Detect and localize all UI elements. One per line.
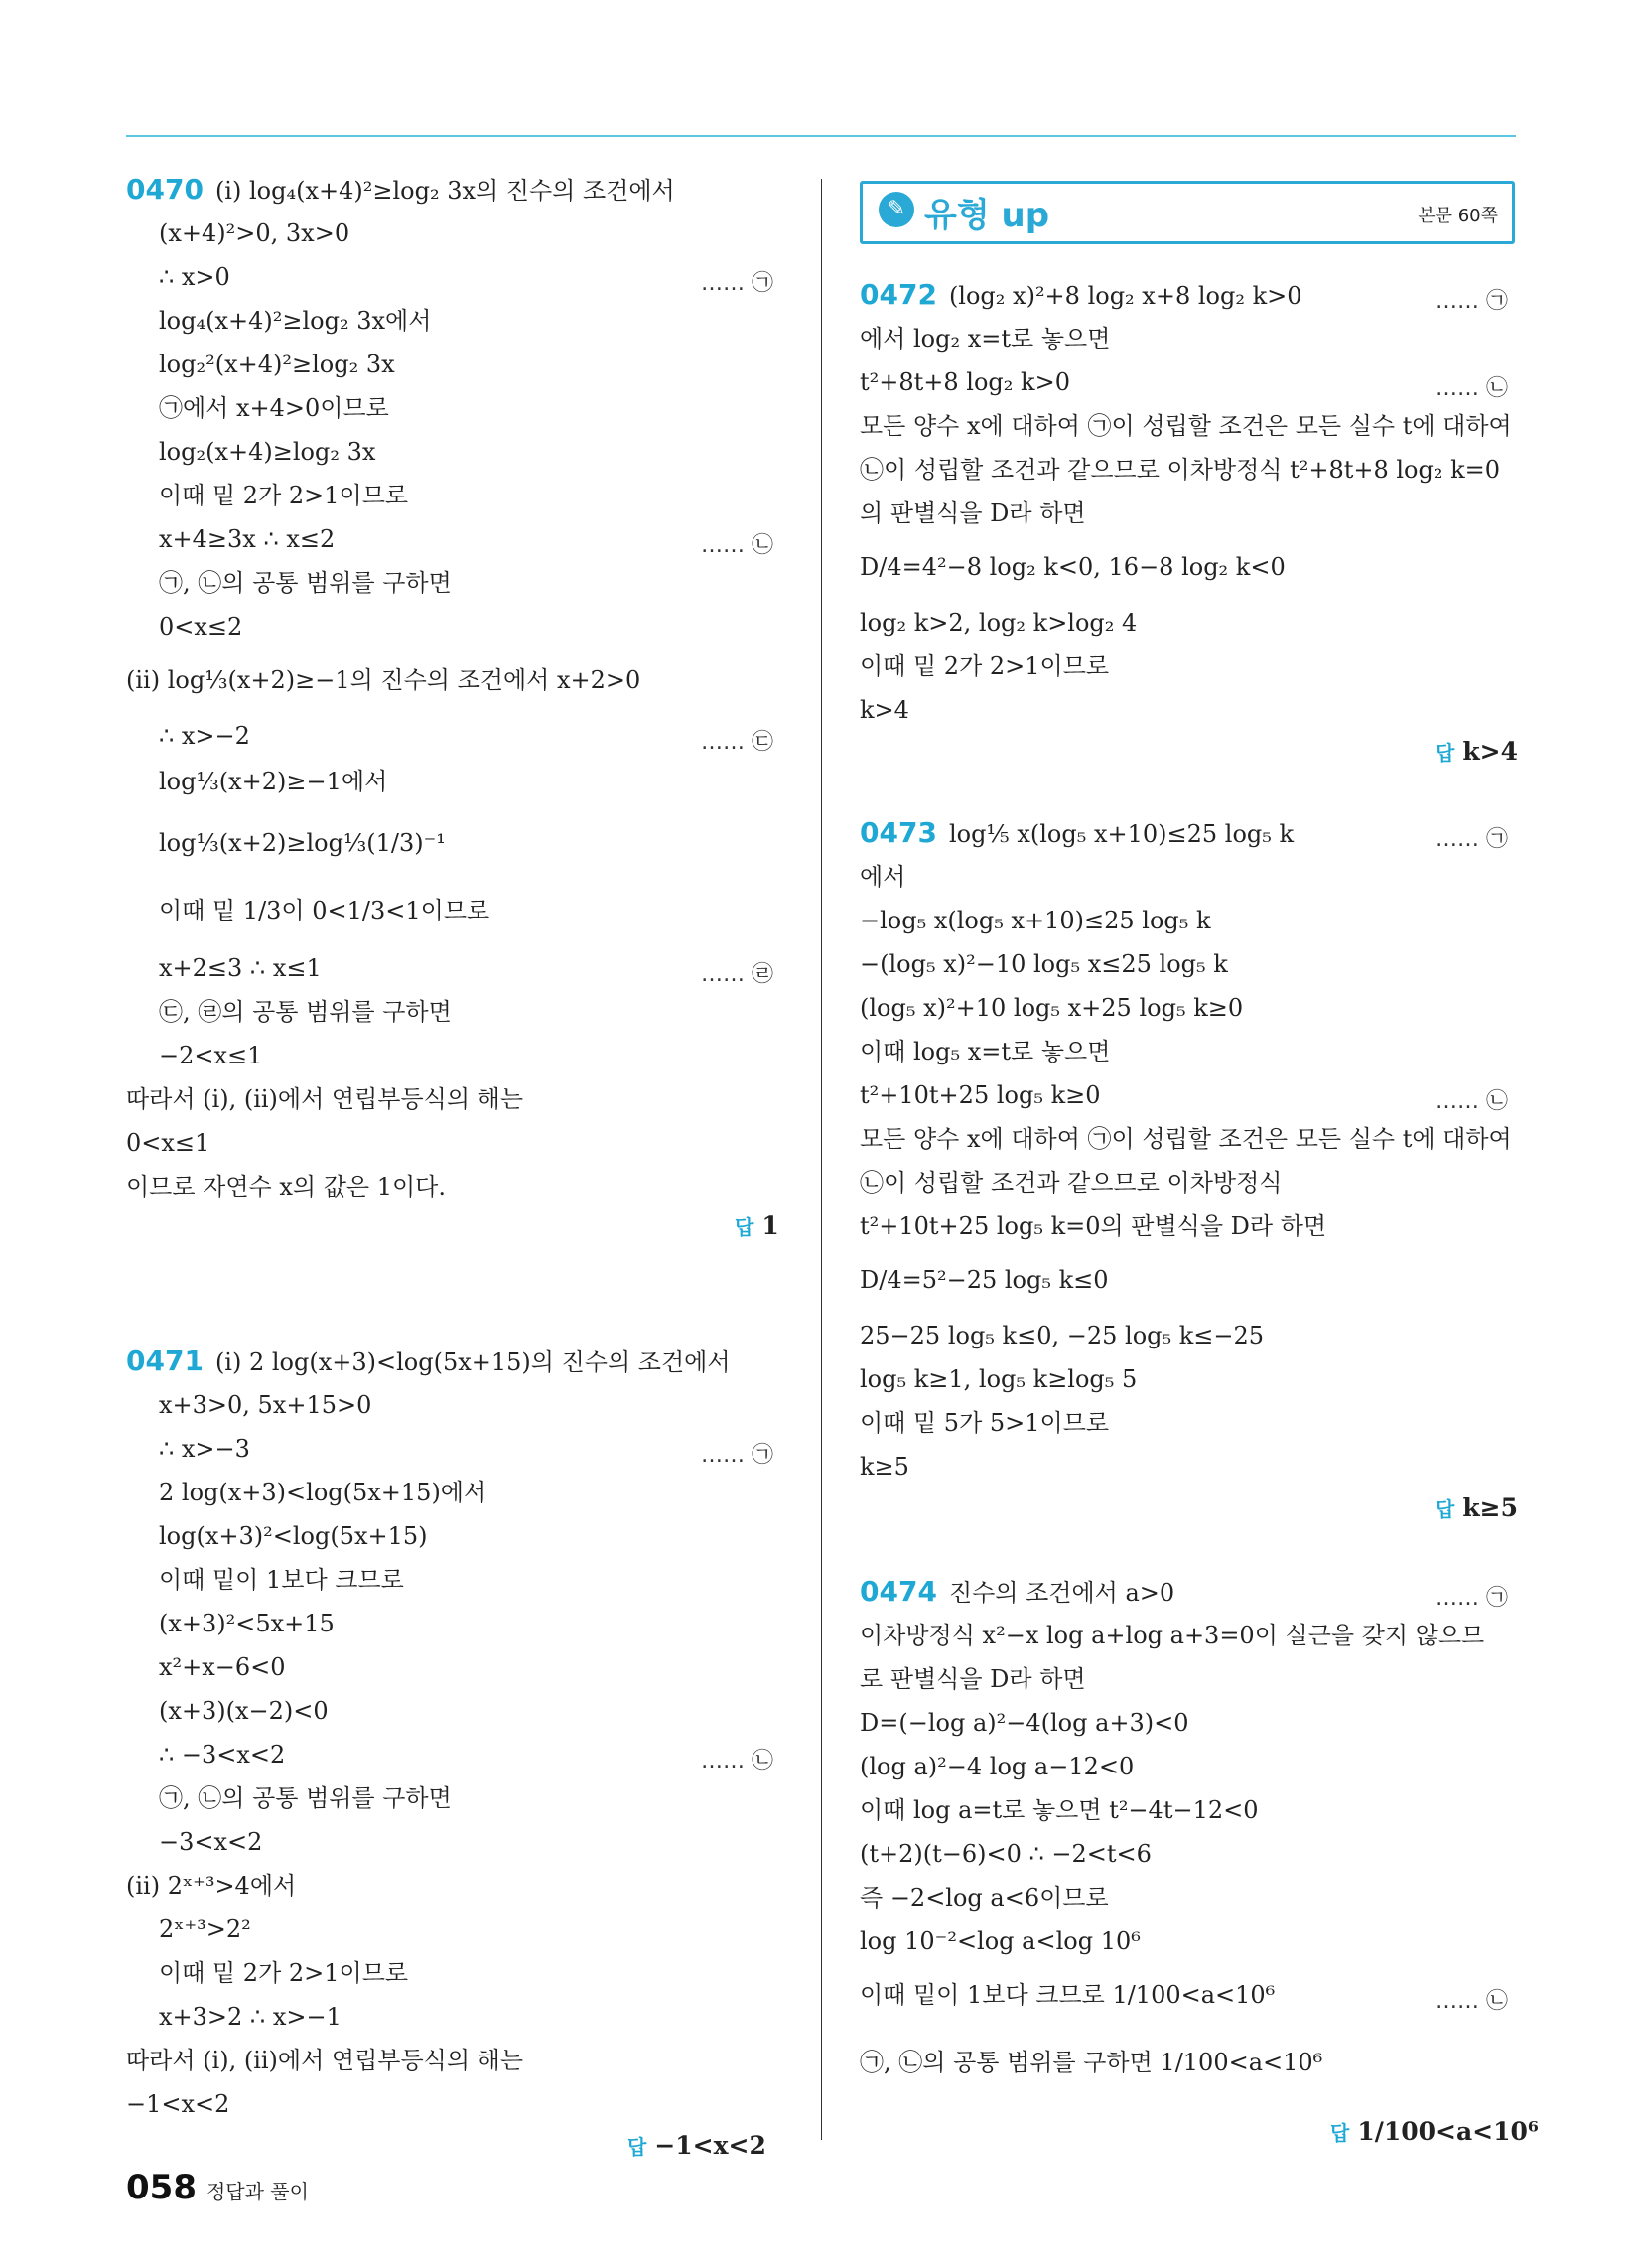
answer-0471: 답 −1<x<2 [627, 2131, 766, 2160]
line: ∴ −3<x<2 [159, 1741, 286, 1769]
line: 따라서 (i), (ii)에서 연립부등식의 해는 [126, 2047, 524, 2074]
line: D/4=5²−25 log₅ k≤0 [860, 1266, 1109, 1294]
section-title: 유형 up [924, 196, 1050, 235]
line: 0<x≤1 [126, 1129, 210, 1157]
line: log⅓(x+2)≥−1에서 [159, 768, 388, 795]
line: −log₅ x(log₅ x+10)≤25 log₅ k [860, 907, 1211, 934]
line: 이때 log a=t로 놓으면 t²−4t−12<0 [860, 1796, 1259, 1824]
line: D=(−log a)²−4(log a+3)<0 [860, 1709, 1189, 1737]
line: 이때 밑 2가 2>1이므로 [159, 1959, 409, 1987]
pencil-icon: ✎ [879, 192, 914, 227]
line: ∴ x>0 [159, 263, 230, 291]
answer-0472: 답 k>4 [1436, 737, 1518, 766]
line: log 10⁻²<log a<log 10⁶ [860, 1927, 1141, 1955]
answer-0474: 답 1/100<a<10⁶ [1330, 2117, 1539, 2146]
line: t²+8t+8 log₂ k>0 [860, 368, 1070, 396]
line: (t+2)(t−6)<0 ∴ −2<t<6 [860, 1840, 1152, 1868]
line: x+3>0, 5x+15>0 [159, 1391, 372, 1419]
line: ㉠, ㉡의 공통 범위를 구하면 [159, 569, 452, 597]
line: log⅓(x+2)≥log⅓(1/3)⁻¹ [159, 829, 446, 857]
line: 이때 밑 1/3이 0<1/3<1이므로 [159, 897, 490, 924]
line-474-1: 0474 진수의 조건에서 a>0 [860, 1575, 1175, 1608]
line: ∴ x>−2 [159, 722, 250, 750]
problem-number: 0473 [860, 816, 937, 849]
line: 의 판별식을 D라 하면 [860, 499, 1086, 527]
line: (x+4)²>0, 3x>0 [159, 219, 350, 247]
section-header-box [860, 181, 1515, 244]
line: ㉡이 성립할 조건과 같으므로 이차방정식 [860, 1169, 1283, 1197]
line: −(log₅ x)²−10 log₅ x≤25 log₅ k [860, 950, 1228, 978]
line: k>4 [860, 696, 909, 724]
line: log₅ k≥1, log₅ k≥log₅ 5 [860, 1365, 1138, 1393]
equation-mark: …… ㉡ [701, 1749, 773, 1773]
line: 로 판별식을 D라 하면 [860, 1665, 1086, 1693]
line: −2<x≤1 [159, 1042, 263, 1069]
line: 모든 양수 x에 대하여 ㉠이 성립할 조건은 모든 실수 t에 대하여 [860, 1125, 1512, 1153]
equation-mark: …… ㉠ [701, 1443, 773, 1468]
equation-mark: …… ㉠ [1436, 827, 1508, 852]
problem-number: 0471 [126, 1345, 204, 1377]
equation-mark: …… ㉡ [1436, 1989, 1508, 2014]
line: (ii) log⅓(x+2)≥−1의 진수의 조건에서 x+2>0 [126, 666, 641, 694]
line: t²+10t+25 log₅ k=0의 판별식을 D라 하면 [860, 1212, 1327, 1240]
equation-mark: …… ㉠ [1436, 1586, 1508, 1611]
line-471-1: 0471 (i) 2 log(x+3)<log(5x+15)의 진수의 조건에서 [126, 1345, 731, 1377]
line: 2 log(x+3)<log(5x+15)에서 [159, 1479, 487, 1506]
line-473-1: 0473 log⅕ x(log₅ x+10)≤25 log₅ k [860, 816, 1295, 849]
line-470-1: 0470 (i) log₄(x+4)²≥log₂ 3x의 진수의 조건에서 [126, 173, 675, 206]
line: log₂(x+4)≥log₂ 3x [159, 438, 376, 466]
line: 에서 log₂ x=t로 놓으면 [860, 325, 1111, 353]
column-divider [821, 179, 822, 2140]
line: (x+3)(x−2)<0 [159, 1697, 329, 1725]
line: (x+3)²<5x+15 [159, 1610, 335, 1637]
answer-0470: 답 1 [735, 1211, 779, 1240]
line: 이때 밑 2가 2>1이므로 [860, 652, 1110, 680]
line: log(x+3)²<log(5x+15) [159, 1522, 428, 1550]
page-number: 058 [126, 2168, 197, 2207]
line: 이때 log₅ x=t로 놓으면 [860, 1038, 1111, 1065]
equation-mark: …… ㉣ [701, 962, 773, 987]
line: 모든 양수 x에 대하여 ㉠이 성립할 조건은 모든 실수 t에 대하여 [860, 412, 1512, 440]
line: (log a)²−4 log a−12<0 [860, 1753, 1135, 1780]
equation-mark: …… ㉠ [701, 271, 773, 296]
line: 따라서 (i), (ii)에서 연립부등식의 해는 [126, 1085, 524, 1113]
line: 에서 [860, 863, 906, 891]
line: 이때 밑 2가 2>1이므로 [159, 482, 409, 509]
line: −3<x<2 [159, 1828, 263, 1856]
equation-mark: …… ㉠ [1436, 289, 1508, 314]
equation-mark: …… ㉡ [1436, 1089, 1508, 1114]
answer-0473: 답 k≥5 [1436, 1493, 1518, 1522]
line: x+2≤3 ∴ x≤1 [159, 954, 322, 982]
line: 25−25 log₅ k≤0, −25 log₅ k≤−25 [860, 1322, 1265, 1349]
line: ㉠, ㉡의 공통 범위를 구하면 [159, 1784, 452, 1812]
line: 이므로 자연수 x의 값은 1이다. [126, 1173, 446, 1201]
line: log₂ k>2, log₂ k>log₂ 4 [860, 609, 1138, 637]
line: ㉠, ㉡의 공통 범위를 구하면 1/100<a<10⁶ [860, 2049, 1323, 2076]
line: log₂²(x+4)²≥log₂ 3x [159, 351, 395, 378]
line: 2ˣ⁺³>2² [159, 1915, 251, 1943]
problem-number: 0472 [860, 278, 937, 311]
footer-title: 정답과 풀이 [205, 2180, 309, 2203]
line: 이차방정식 x²−x log a+log a+3=0이 실근을 갖지 않으므 [860, 1622, 1485, 1649]
line: ㉢, ㉣의 공통 범위를 구하면 [159, 998, 452, 1026]
line: 이때 밑이 1보다 크므로 1/100<a<10⁶ [860, 1981, 1276, 2009]
problem-number: 0474 [860, 1575, 937, 1608]
equation-mark: …… ㉡ [701, 533, 773, 558]
line: −1<x<2 [126, 2090, 230, 2118]
line: k≥5 [860, 1453, 909, 1481]
line: (ii) 2ˣ⁺³>4에서 [126, 1872, 297, 1900]
equation-mark: …… ㉡ [1436, 376, 1508, 401]
line: x²+x−6<0 [159, 1653, 286, 1681]
line: log₄(x+4)²≥log₂ 3x에서 [159, 307, 432, 335]
line: ∴ x>−3 [159, 1435, 250, 1463]
line: (log₅ x)²+10 log₅ x+25 log₅ k≥0 [860, 994, 1244, 1022]
line: 즉 −2<log a<6이므로 [860, 1884, 1109, 1912]
header-rule [126, 135, 1516, 137]
line: D/4=4²−8 log₂ k<0, 16−8 log₂ k<0 [860, 553, 1286, 581]
line: 이때 밑이 1보다 크므로 [159, 1566, 404, 1594]
page-footer [126, 2168, 309, 2207]
line: x+4≥3x ∴ x≤2 [159, 525, 336, 553]
line: t²+10t+25 log₅ k≥0 [860, 1081, 1101, 1109]
line: x+3>2 ∴ x>−1 [159, 2003, 342, 2031]
line-472-1: 0472 (log₂ x)²+8 log₂ x+8 log₂ k>0 [860, 278, 1302, 311]
line: ㉡이 성립할 조건과 같으므로 이차방정식 t²+8t+8 log₂ k=0 [860, 456, 1501, 484]
line: ㉠에서 x+4>0이므로 [159, 394, 389, 422]
line: 0<x≤2 [159, 613, 243, 640]
line: 이때 밑 5가 5>1이므로 [860, 1409, 1110, 1437]
problem-number: 0470 [126, 173, 204, 206]
section-page-ref: 본문 60쪽 [1418, 206, 1498, 226]
equation-mark: …… ㉢ [701, 730, 773, 755]
